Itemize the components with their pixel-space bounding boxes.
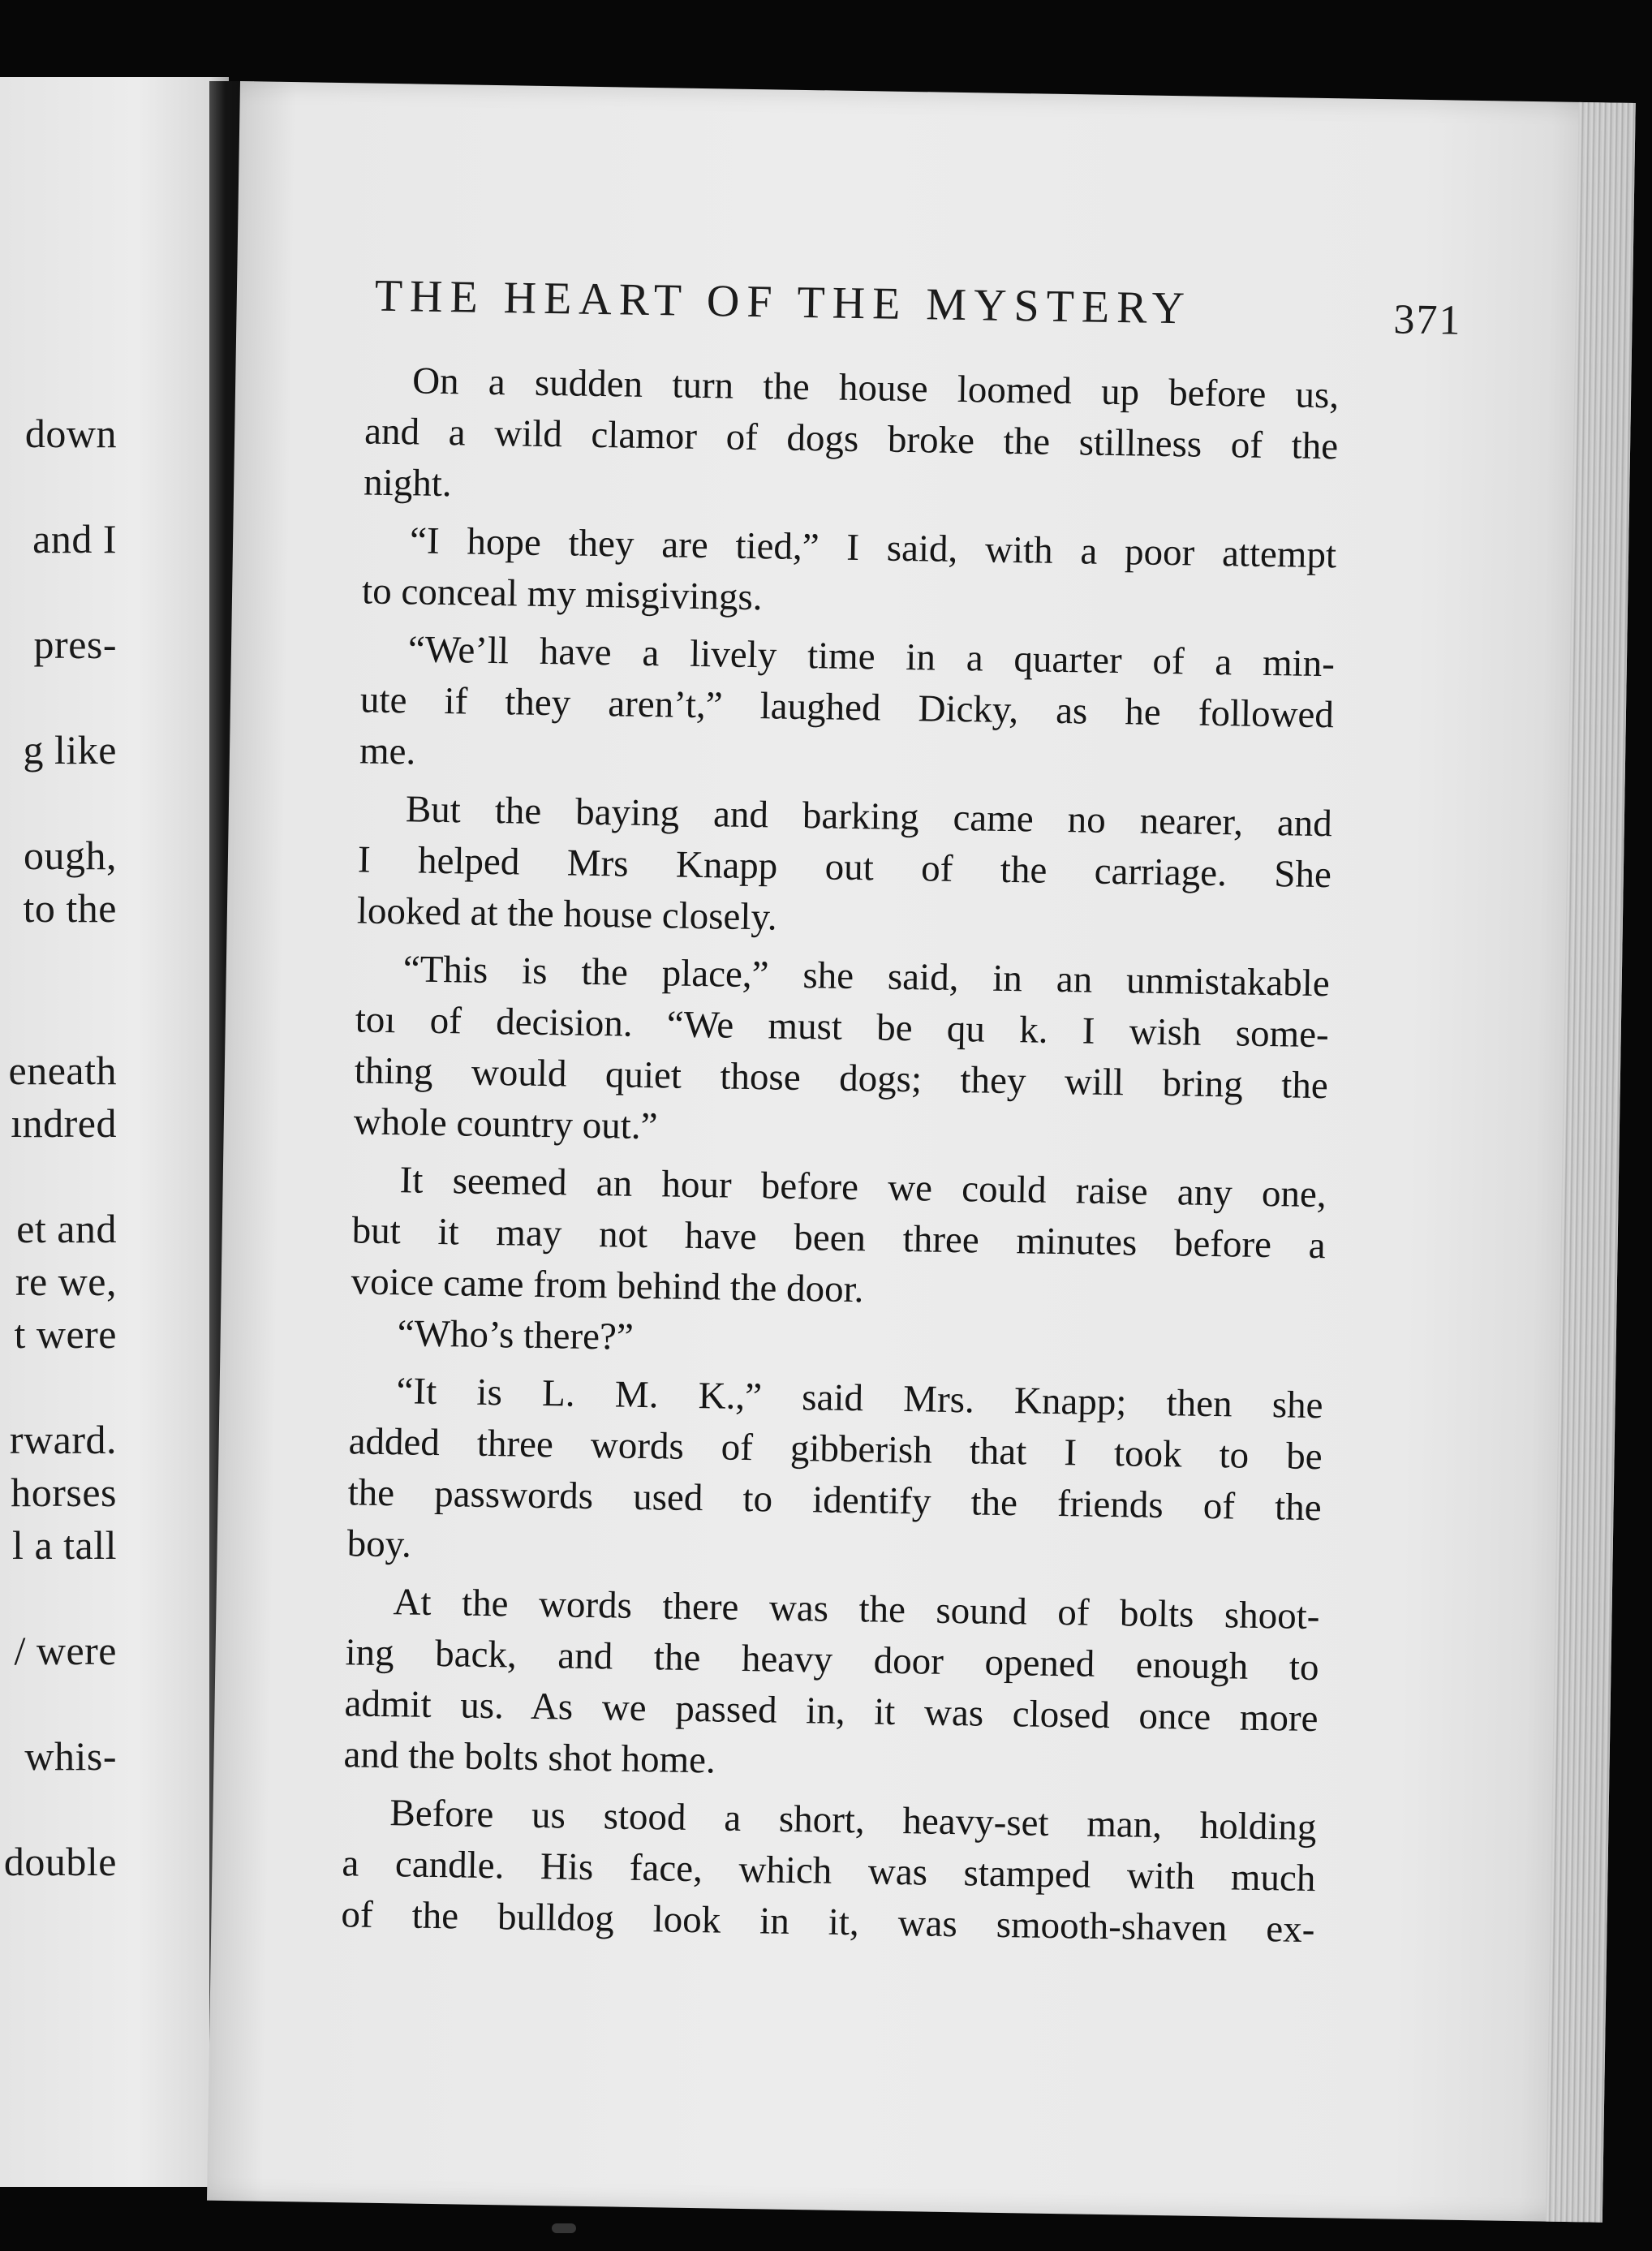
text-line: to conceal my misgivings. (361, 570, 763, 619)
text-line: “It is L. M. K.,” said Mrs. Knapp; then she (396, 1370, 1323, 1427)
scan-smudge (552, 2223, 576, 2233)
left-page-fragment: double (3, 1839, 117, 1884)
left-page-fragment: rward. (9, 1417, 117, 1462)
left-page-fragment: l a tall (12, 1522, 117, 1568)
left-page-fragment: to the (23, 885, 117, 931)
text-line: admit us. As we passed in, it was closed once more (344, 1682, 1319, 1741)
left-page-fragment: t were (14, 1311, 117, 1357)
text-line: “Who’s there?” (397, 1312, 635, 1358)
left-page-fragment: and I (32, 516, 117, 562)
page-edge (1546, 102, 1636, 2223)
text-line: but it may not have been three minutes before a (351, 1209, 1327, 1268)
text-line: toı of decision. “We must be qu k. I wish some- (355, 998, 1330, 1057)
text-line: On a sudden turn the house loomed up before us, (411, 359, 1340, 417)
text-line: voice came from behind the door. (351, 1260, 864, 1311)
text-line: added three words of gibberish that I took to be (348, 1420, 1323, 1478)
text-line: night. (363, 461, 453, 506)
text-line: boy. (346, 1522, 412, 1566)
text-line: Before us stood a short, heavy-set man, holding (389, 1792, 1317, 1849)
page-number: 371 (1393, 296, 1462, 344)
text-line: “This is the place,” she said, in an unmistakable (402, 948, 1331, 1005)
left-page-fragment: et and (16, 1206, 117, 1251)
left-page-fragment: ough, (24, 833, 117, 878)
left-page-fragment: eneath (8, 1048, 117, 1093)
left-page-fragment: horses (11, 1470, 117, 1515)
text-line: ute if they aren’t,” laughed Dicky, as he followed (359, 678, 1335, 737)
text-line: whole country out.” (353, 1100, 658, 1148)
body-text (341, 355, 1340, 1956)
text-line: looked at the house closely. (356, 889, 778, 939)
left-page-fragment: ındred (11, 1100, 117, 1146)
right-page (207, 81, 1636, 2223)
left-page-fragment: down (24, 411, 117, 456)
text-line: of the bulldog look in it, was smooth-shaven ex- (341, 1893, 1315, 1952)
running-head (374, 270, 1462, 344)
left-page-fragment: whis- (24, 1733, 117, 1779)
left-page-fragment: / were (14, 1628, 117, 1673)
text-line: It seemed an hour before we could raise any one, (399, 1159, 1327, 1216)
text-line: thing would quiet those dogs; they will bring the (354, 1049, 1329, 1108)
text-line: ing back, and the heavy door opened enough to (345, 1631, 1319, 1689)
running-title: THE HEART OF THE MYSTERY (374, 270, 1193, 334)
text-line: me. (359, 730, 416, 773)
text-line: and the bolts shot home. (343, 1733, 716, 1782)
text-line: the passwords used to identify the friends of the (347, 1471, 1322, 1530)
left-page (0, 77, 229, 2187)
left-page-fragment: re we, (15, 1259, 117, 1304)
text-line: But the baying and barking came no nearer, and (405, 788, 1333, 846)
text-line: I helped Mrs Knapp out of the carriage. She (357, 838, 1332, 897)
text-line: “We’ll have a lively time in a quarter of a min- (407, 628, 1336, 686)
text-line: At the words there was the sound of bolts shoot- (393, 1581, 1320, 1638)
text-line: a candle. His face, which was stamped with much (342, 1842, 1316, 1900)
left-page-fragment: g like (23, 727, 117, 773)
text-line: “I hope they are tied,” I said, with a poor attempt (409, 519, 1337, 577)
text-line: and a wild clamor of dogs broke the stillness of the (364, 410, 1339, 468)
left-page-fragment: pres- (33, 622, 117, 667)
